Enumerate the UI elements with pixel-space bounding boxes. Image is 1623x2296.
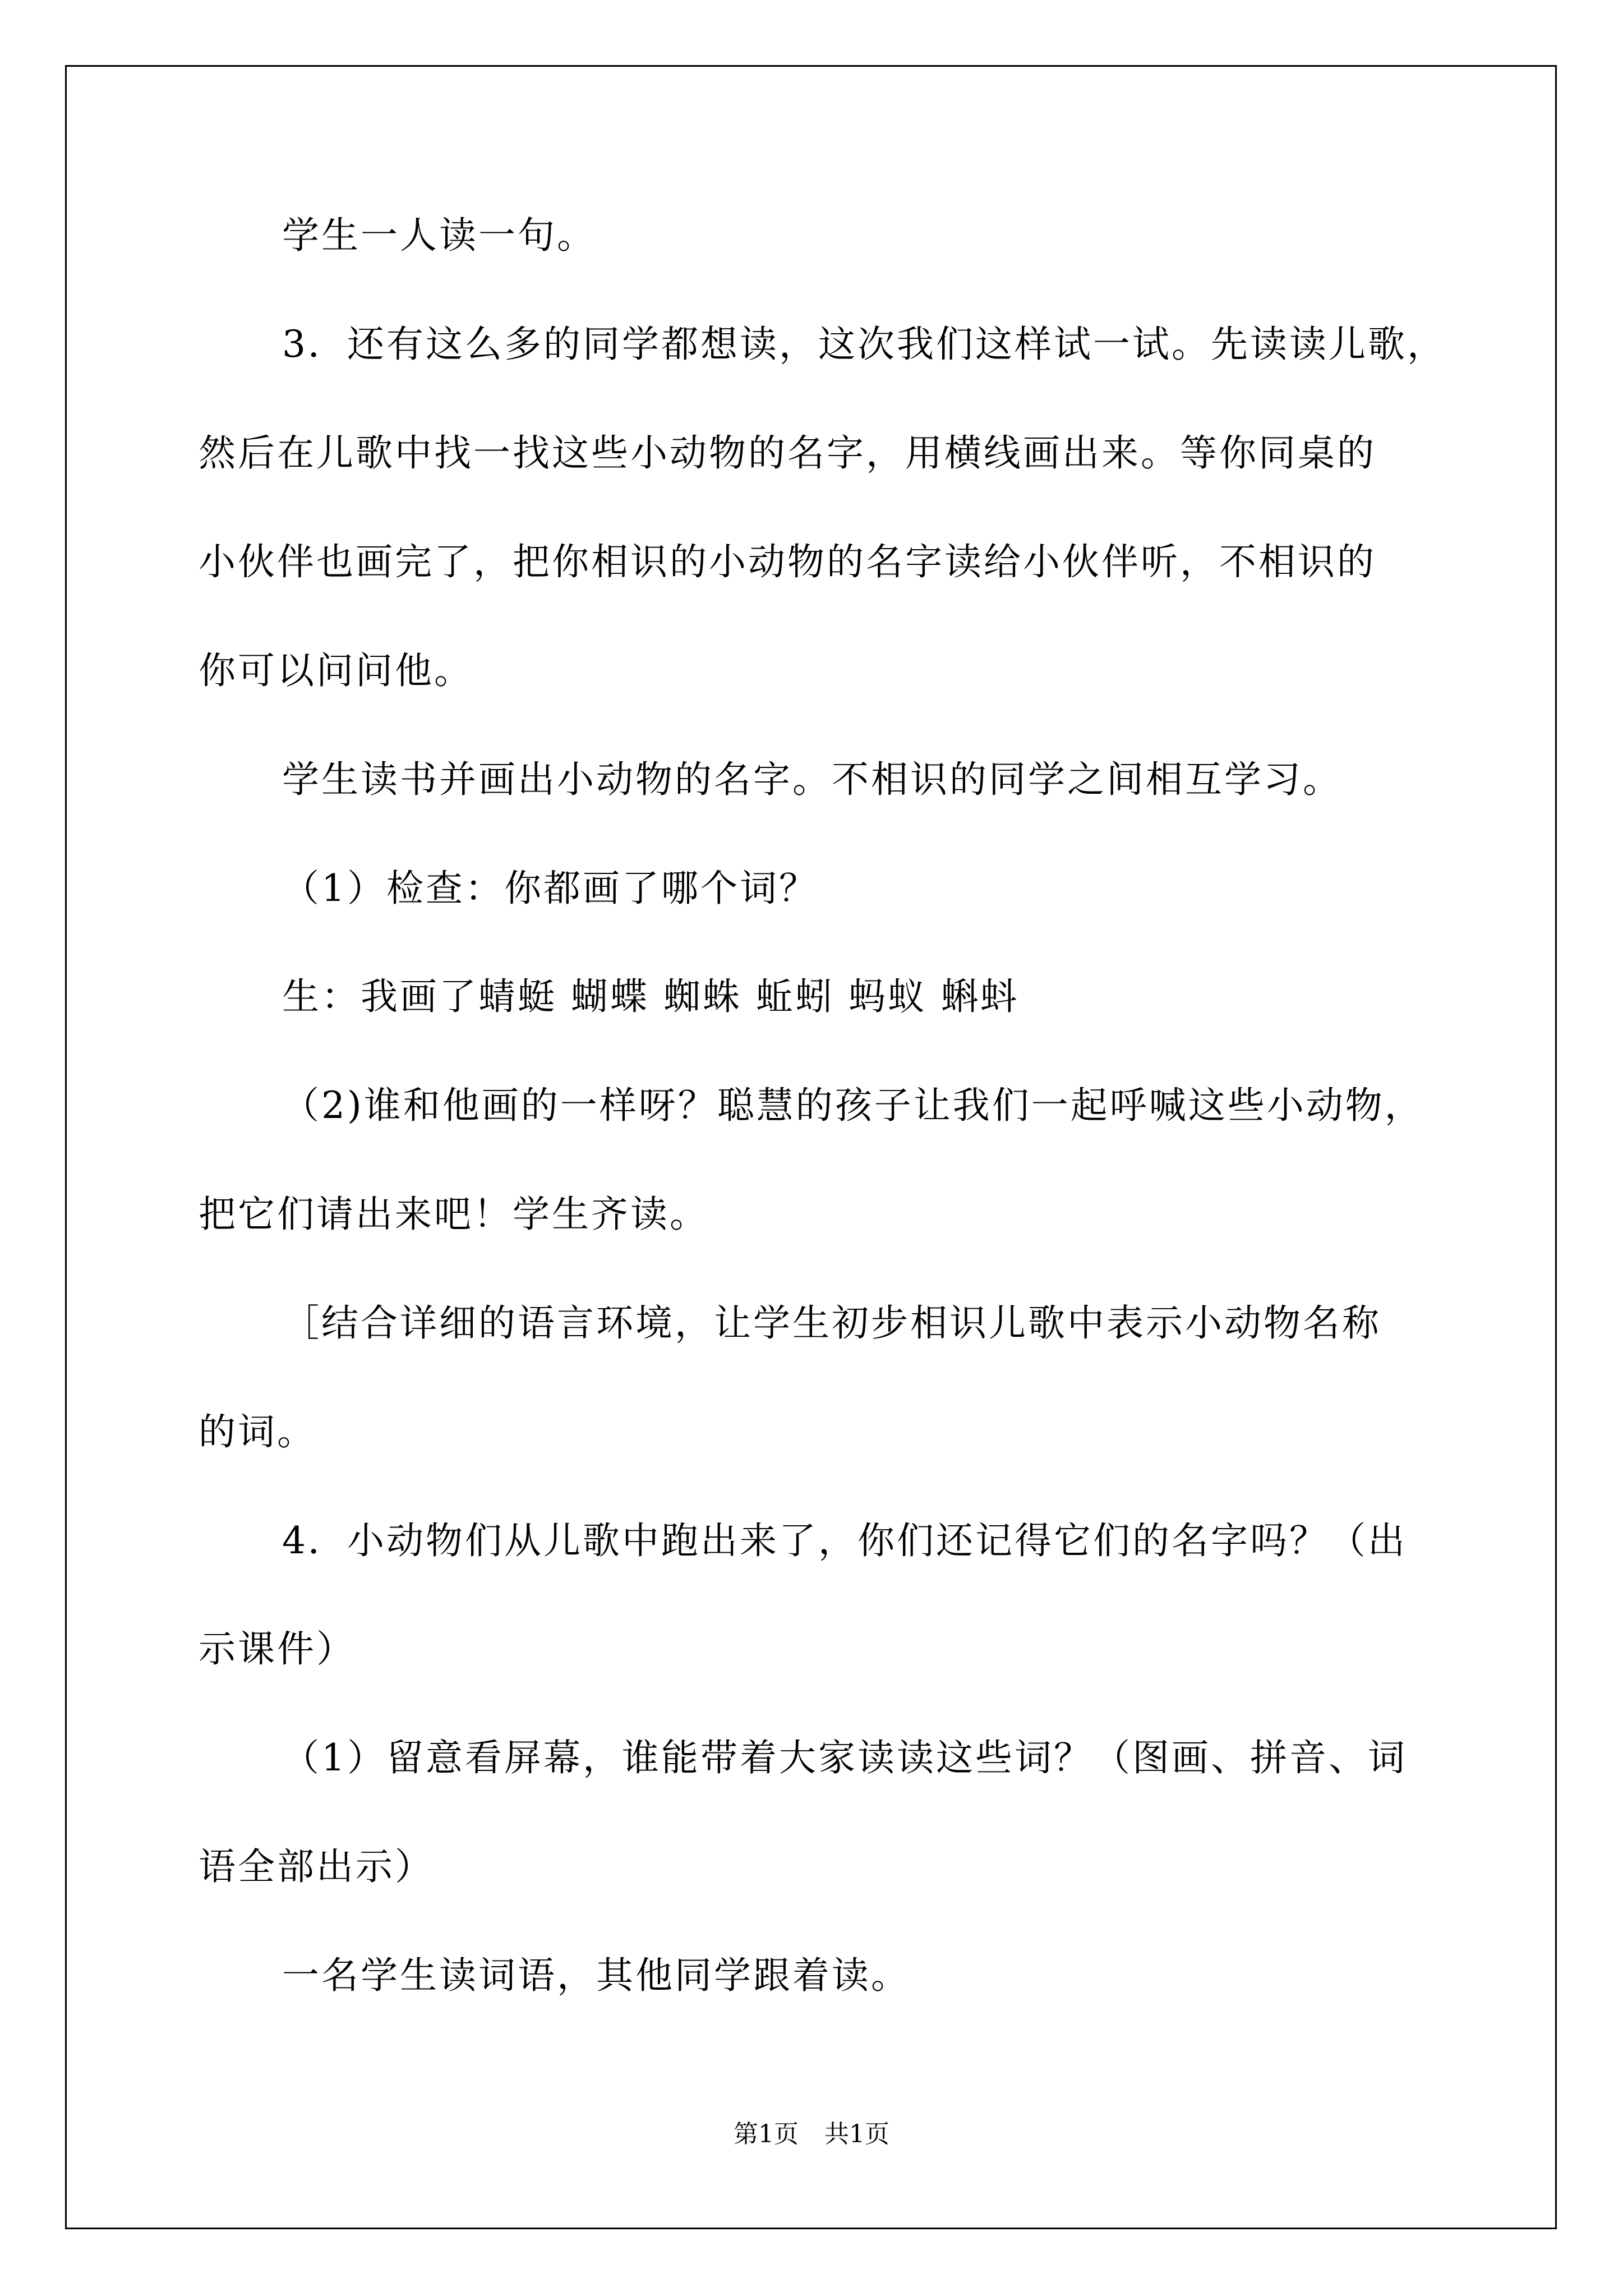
page-footer	[0, 2119, 1623, 2150]
text-line: 你可以问问他。	[199, 649, 473, 692]
text-line: 生：我画了蜻蜓 蝴蝶 蜘蛛 蚯蚓 蚂蚁 蝌蚪	[282, 975, 1020, 1018]
text-line: 学生读书并画出小动物的名字。不相识的同学之间相互学习。	[282, 758, 1342, 801]
page-number-total: 共1页	[824, 2120, 889, 2148]
text-line: 3．还有这么多的同学都想读，这次我们这样试一试。先读读儿歌，	[282, 323, 1446, 366]
text-line: 学生一人读一句。	[282, 214, 596, 257]
text-line: 小伙伴也画完了，把你相识的小动物的名字读给小伙伴听，不相识的	[199, 540, 1376, 583]
text-line: 语全部出示）	[199, 1845, 434, 1888]
text-line: （2)谁和他画的一样呀？聪慧的孩子让我们一起呼喊这些小动物，	[282, 1084, 1424, 1127]
text-line: ［结合详细的语言环境，让学生初步相识儿歌中表示小动物名称	[282, 1301, 1381, 1345]
text-line: （1）留意看屏幕，谁能带着大家读读这些词？（图画、拼音、词	[282, 1736, 1407, 1779]
text-line: 然后在儿歌中找一找这些小动物的名字，用横线画出来。等你同桌的	[199, 431, 1376, 475]
page-border	[65, 65, 1557, 2229]
text-line: 把它们请出来吧！学生齐读。	[199, 1193, 709, 1236]
page-number-current: 第1页	[734, 2120, 799, 2148]
text-line: （1）检查：你都画了哪个词？	[282, 867, 818, 910]
text-line: 示课件）	[199, 1627, 356, 1671]
text-line: 4．小动物们从儿歌中跑出来了，你们还记得它们的名字吗？（出	[282, 1519, 1407, 1562]
text-line: 的词。	[199, 1410, 316, 1453]
text-line: 一名学生读词语，其他同学跟着读。	[282, 1954, 910, 1997]
